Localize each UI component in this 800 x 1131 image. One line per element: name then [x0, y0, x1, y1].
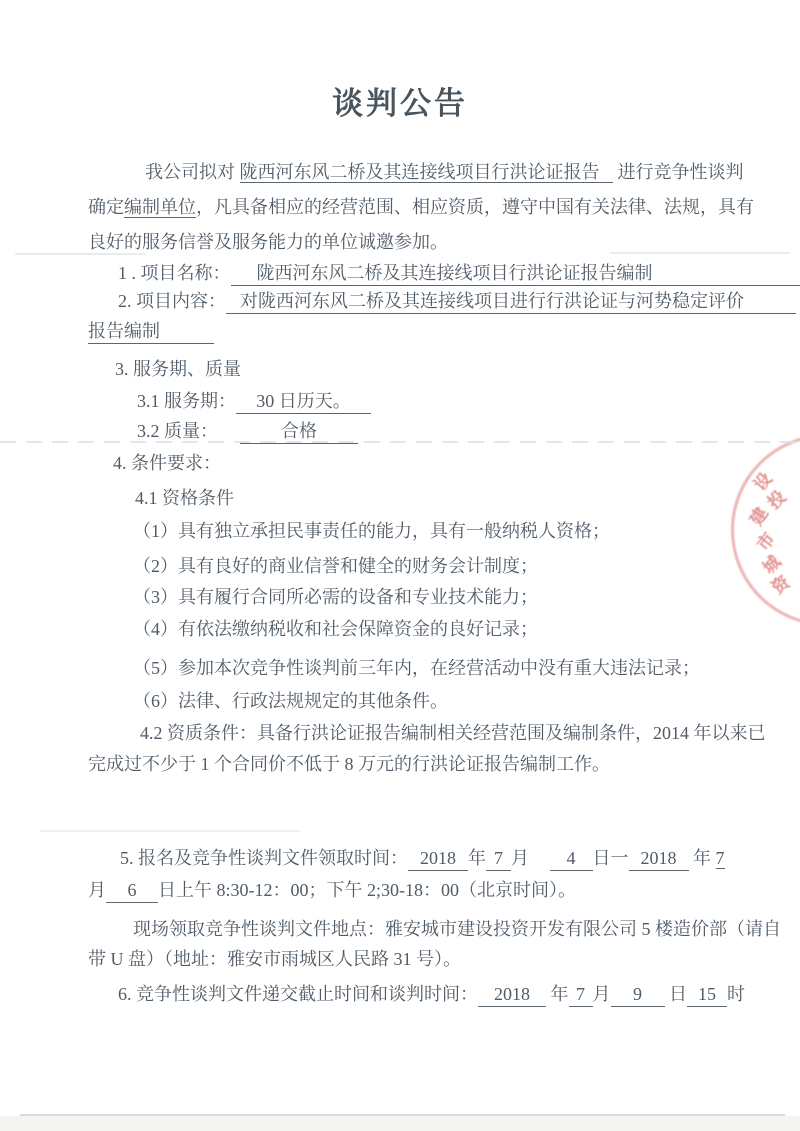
item-1-project-name	[118, 262, 800, 286]
item-6-month-underlined: 7	[569, 983, 593, 1007]
red-seal-char: 建	[746, 504, 772, 529]
intro-line-3: 良好的服务信誉及服务能力的单位诚邀参加。	[88, 232, 448, 252]
red-seal-char: 资	[768, 572, 794, 598]
item-5-pickup-time-line-1	[120, 847, 725, 871]
item-6-month-suffix: 月	[592, 984, 611, 1004]
item-2-label: 2. 项目内容：	[118, 291, 226, 311]
item-6-hour-underlined: 15	[687, 983, 727, 1007]
item-5-day-2-underlined: 6	[106, 879, 158, 903]
scan-streak-artifact	[610, 252, 790, 254]
item-2-value-underlined: 对陇西河东风二桥及其连接线项目进行行洪论证与河势稳定评价	[226, 290, 796, 314]
item-5-pickup-place-line-1: 现场领取竞争性谈判文件地点：雅安城市建设投资开发有限公司 5 楼造价部（请自	[133, 919, 781, 939]
item-5-pickup-time-line-2	[88, 879, 576, 903]
condition-6: （6）法律、行政法规规定的其他条件。	[133, 691, 448, 711]
condition-4: （4）有依法缴纳税收和社会保障资金的良好记录；	[133, 619, 538, 639]
scan-streak-artifact	[40, 830, 300, 832]
item-5-month-1-suffix: 月	[511, 848, 534, 868]
condition-1: （1）具有独立承担民事责任的能力，具有一般纳税人资格；	[133, 521, 610, 541]
item-5-month-1-underlined: 7	[486, 847, 511, 871]
item-2-project-content	[118, 290, 796, 314]
item-5-year-2-underlined: 2018	[629, 847, 689, 871]
item-6-hour-suffix: 时	[727, 984, 745, 1004]
item-3-2-label: 3.2 质量：	[137, 421, 218, 441]
intro-line-2	[88, 196, 754, 219]
scan-background-below-page	[0, 1116, 800, 1131]
item-5-line-2-pre: 月	[88, 880, 106, 900]
item-3-heading: 3. 服务期、质量	[115, 359, 241, 379]
compiling-unit-underlined: 编制单位	[124, 197, 196, 217]
item-5-line-2-post: 日上午 8:30-12：00；下午 2;30-18：00（北京时间）。	[158, 880, 576, 900]
item-3-1-service-period	[137, 390, 371, 414]
intro-line-1-pre: 我公司拟对	[145, 162, 240, 182]
intro-line-1	[145, 161, 744, 184]
item-6-year-underlined: 2018	[478, 983, 546, 1007]
item-5-year-1-suffix: 年	[468, 848, 486, 868]
item-5-year-1-underlined: 2018	[408, 847, 468, 871]
item-2-value-continuation	[88, 320, 214, 344]
item-3-2-quality	[137, 420, 358, 444]
condition-3: （3）具有履行合同所必需的设备和专业技术能力；	[133, 587, 538, 607]
item-6-day-suffix: 日	[664, 984, 687, 1004]
item-4-2-line-1: 4.2 资质条件：具备行洪论证报告编制相关经营范围及编制条件，2014 年以来已	[140, 723, 766, 743]
condition-5: （5）参加本次竞争性谈判前三年内，在经营活动中没有重大违法记录；	[133, 658, 700, 678]
page-bottom-edge-shadow	[20, 1114, 785, 1116]
project-report-name-underlined: 陇西河东风二桥及其连接线项目行洪论证报告	[239, 162, 613, 182]
item-6-label: 6. 竞争性谈判文件递交截止时间和谈判时间：	[118, 984, 478, 1004]
red-seal-char: 市	[753, 529, 779, 555]
red-seal-char: 城	[759, 552, 785, 578]
item-6-deadline	[118, 983, 745, 1007]
red-seal-ring	[731, 434, 800, 626]
item-5-month-2-underlined: 7	[715, 848, 725, 868]
item-3-1-label: 3.1 服务期：	[137, 391, 236, 411]
item-5-day-1-underlined: 4	[550, 847, 593, 871]
item-1-label: 1 . 项目名称：	[118, 263, 231, 283]
item-5-pickup-place-line-2: 带 U 盘）（地址：雅安市雨城区人民路 31 号）。	[88, 949, 461, 969]
item-5-label: 5. 报名及竞争性谈判文件领取时间：	[120, 848, 408, 868]
item-4-1-heading: 4.1 资格条件	[135, 488, 234, 508]
item-5-year-2-suffix: 年	[688, 848, 716, 868]
intro-line-2-pre: 确定	[88, 197, 124, 217]
item-3-1-value-underlined: 30 日历天。	[236, 390, 371, 414]
item-4-heading: 4. 条件要求：	[113, 453, 221, 473]
item-6-year-suffix: 年	[546, 984, 569, 1004]
item-4-2-line-2: 完成过不少于 1 个合同价不低于 8 万元的行洪论证报告编制工作。	[88, 754, 610, 774]
intro-line-1-post: 进行竞争性谈判	[613, 162, 744, 182]
intro-line-2-post: ，凡具备相应的经营范围、相应资质，遵守中国有关法律、法规，具有	[196, 197, 754, 217]
scan-streak-artifact	[0, 441, 800, 443]
red-seal-char: 投	[764, 487, 790, 513]
item-3-2-value-underlined: 合格	[240, 420, 358, 444]
condition-2: （2）具有良好的商业信誉和健全的财务会计制度；	[133, 556, 538, 576]
red-seal-char: 设	[750, 469, 776, 495]
item-1-value-underlined: 陇西河东风二桥及其连接线项目行洪论证报告编制	[231, 262, 800, 286]
item-2-value-cont-underlined: 报告编制	[88, 320, 214, 344]
item-6-day-underlined: 9	[611, 983, 665, 1007]
page-title: 谈判公告	[332, 86, 468, 121]
item-5-day-1-suffix: 日一	[592, 848, 629, 868]
